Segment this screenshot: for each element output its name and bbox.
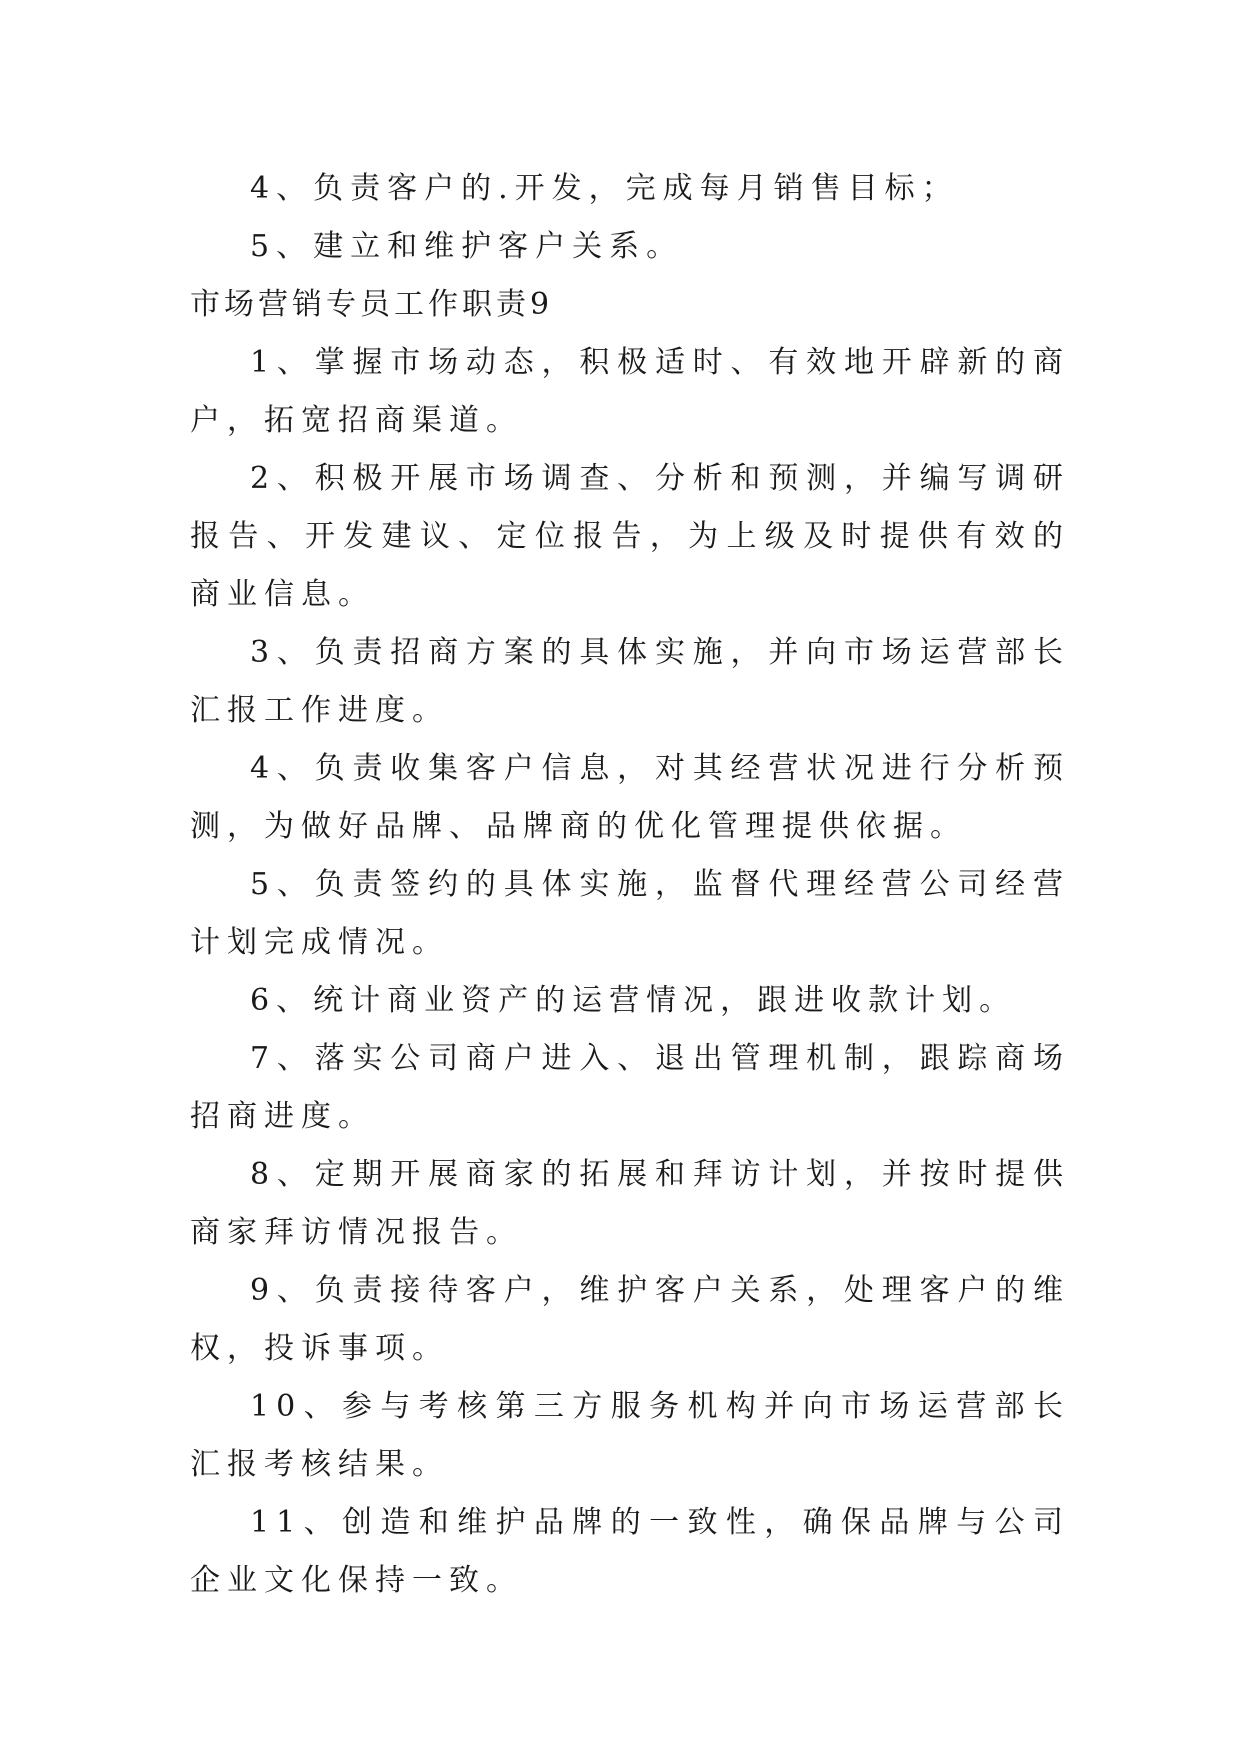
paragraph: 4、负责客户的.开发，完成每月销售目标；: [250, 171, 959, 206]
list-item: 9、负责接待客户，维护客户关系，处理客户的维权，投诉事项。: [190, 1273, 1070, 1366]
list-item: 5、负责签约的具体实施，监督代理经营公司经营计划完成情况。: [190, 867, 1070, 960]
section-title: 市场营销专员工作职责9: [190, 287, 554, 322]
list-item: 1、掌握市场动态，积极适时、有效地开辟新的商户，拓宽招商渠道。: [190, 345, 1070, 438]
list-item: 6、统计商业资产的运营情况，跟进收款计划。: [250, 983, 1017, 1018]
paragraph: 5、建立和维护客户关系。: [250, 229, 684, 264]
list-item: 11、创造和维护品牌的一致性，确保品牌与公司企业文化保持一致。: [190, 1505, 1070, 1598]
list-item: 4、负责收集客户信息，对其经营状况进行分析预测，为做好品牌、品牌商的优化管理提供依据。: [190, 751, 1070, 844]
document-body: [190, 160, 1070, 1610]
list-item: 10、参与考核第三方服务机构并向市场运营部长汇报考核结果。: [190, 1389, 1070, 1482]
list-item: 8、定期开展商家的拓展和拜访计划，并按时提供商家拜访情况报告。: [190, 1157, 1070, 1250]
list-item: 7、落实公司商户进入、退出管理机制，跟踪商场招商进度。: [190, 1041, 1070, 1134]
list-item: 3、负责招商方案的具体实施，并向市场运营部长汇报工作进度。: [190, 635, 1070, 728]
list-item: 2、积极开展市场调查、分析和预测，并编写调研报告、开发建议、定位报告，为上级及时提供有效的商业信息。: [190, 461, 1070, 612]
